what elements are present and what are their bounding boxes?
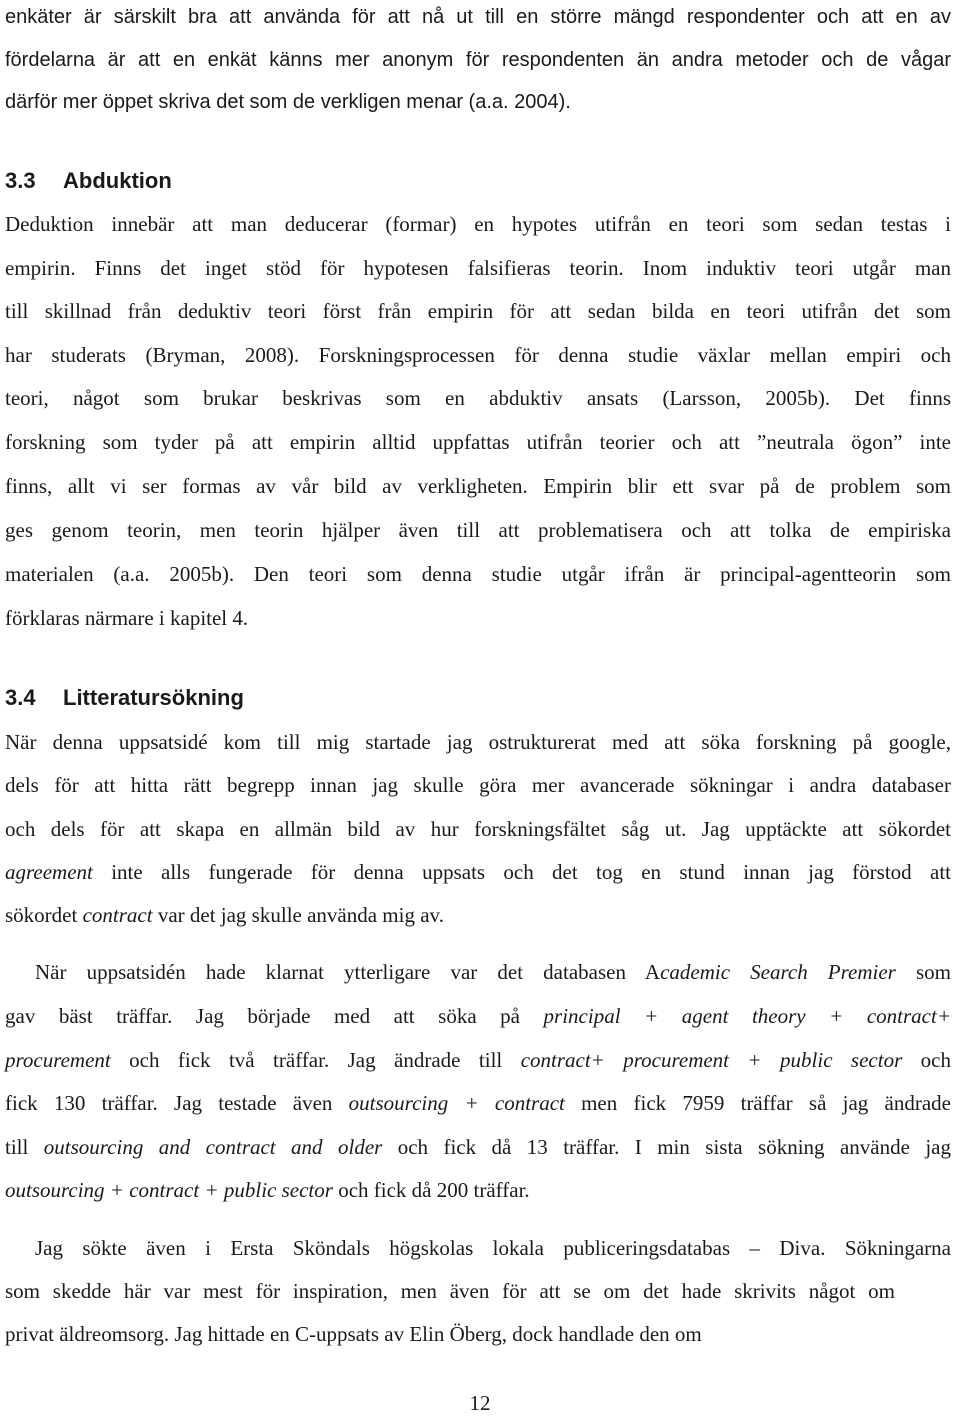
body-text-line: När denna uppsatsidé kom till mig startade jag ostrukturerat med att söka forskning på google, bbox=[5, 730, 951, 754]
search-query: outsourcing + contract + public sector bbox=[5, 1178, 333, 1202]
database-name: cademic Search Premier bbox=[660, 960, 896, 984]
body-text-line: till skillnad från deduktiv teori först från empirin för att sedan bilda en teori utifrån det som bbox=[5, 299, 951, 323]
body-text-fragment: inte alls fungerade för denna uppsats och det tog en stund innan jag förstod att bbox=[92, 860, 951, 884]
body-text-fragment: och bbox=[902, 1048, 951, 1072]
body-text-line: som skedde här var mest för inspiration, men även för att se om det hade skrivits något om bbox=[5, 1279, 895, 1303]
body-text-line: förklaras närmare i kapitel 4. bbox=[5, 606, 249, 630]
body-text-fragment: och fick då 200 träffar. bbox=[332, 1178, 530, 1202]
body-text-line: enkäter är särskilt bra att använda för att nå ut till en större mängd respondenter och att en av bbox=[5, 6, 951, 28]
section-number: 3.4 bbox=[5, 685, 36, 710]
body-text-fragment: och fick då 13 träffar. I min sista sökning använde jag bbox=[382, 1135, 951, 1159]
body-text-line bbox=[5, 1002, 951, 1030]
body-text-fragment: sökordet bbox=[5, 903, 83, 927]
body-text-line: därför mer öppet skriva det som de verkligen menar (a.a. 2004). bbox=[5, 91, 571, 113]
section-number: 3.3 bbox=[5, 168, 36, 193]
section-heading-abduktion bbox=[5, 167, 172, 195]
body-text-fragment: som bbox=[895, 960, 951, 984]
body-text-line bbox=[5, 858, 951, 886]
body-text-fragment: När uppsatsidén hade klarnat ytterligare var det databasen A bbox=[35, 960, 661, 984]
body-text-line: ges genom teorin, men teorin hjälper även till att problematisera och att tolka de empiriska bbox=[5, 518, 951, 542]
body-text-line: teori, något som brukar beskrivas som en abduktiv ansats (Larsson, 2005b). Det finns bbox=[5, 386, 951, 410]
body-text-fragment: till bbox=[5, 1135, 44, 1159]
search-query: outsourcing and contract and older bbox=[43, 1135, 383, 1159]
section-heading-litteratursokning bbox=[5, 684, 244, 712]
body-text-line: Jag sökte även i Ersta Sköndals högskolas lokala publiceringsdatabas – Diva. Sökningarna bbox=[35, 1236, 951, 1260]
body-text-line: finns, allt vi ser formas av vår bild av verkligheten. Empirin blir ett svar på de problem som bbox=[5, 474, 951, 498]
body-text-line bbox=[5, 901, 444, 929]
body-text-line: materialen (a.a. 2005b). Den teori som denna studie utgår ifrån är principal-agentteorin som bbox=[5, 562, 951, 586]
body-text-line: fördelarna är att en enkät känns mer anonym för respondenten än andra metoder och de vågar bbox=[5, 49, 951, 71]
search-query: principal + agent theory + contract+ bbox=[543, 1004, 952, 1028]
search-query: contract+ procurement + public sector bbox=[520, 1048, 903, 1072]
body-text-line: forskning som tyder på att empirin alltid uppfattas utifrån teorier och att ”neutrala ögon” inte bbox=[5, 430, 951, 454]
body-text-fragment: fick 130 träffar. Jag testade även bbox=[5, 1091, 349, 1115]
body-text-line: har studerats (Bryman, 2008). Forskningsprocessen för denna studie växlar mellan empiri och bbox=[5, 343, 951, 367]
body-text-line: och dels för att skapa en allmän bild av hur forskningsfältet såg ut. Jag upptäckte att sökordet bbox=[5, 817, 951, 841]
body-text-line bbox=[35, 958, 951, 986]
search-query: procurement bbox=[5, 1048, 111, 1072]
section-title: Litteratursökning bbox=[63, 685, 244, 710]
section-title: Abduktion bbox=[63, 168, 172, 193]
search-query: outsourcing + contract bbox=[348, 1091, 565, 1115]
search-term: contract bbox=[82, 903, 153, 927]
body-text-fragment: var det jag skulle använda mig av. bbox=[152, 903, 444, 927]
body-text-line bbox=[5, 1089, 951, 1117]
body-text-line bbox=[5, 1133, 951, 1161]
body-text-line: empirin. Finns det inget stöd för hypotesen falsifieras teorin. Inom induktiv teori utgår man bbox=[5, 256, 951, 280]
body-text-line: dels för att hitta rätt begrepp innan jag skulle göra mer avancerade sökningar i andra databaser bbox=[5, 773, 951, 797]
body-text-line bbox=[5, 1176, 530, 1204]
body-text-fragment: och fick två träffar. Jag ändrade till bbox=[110, 1048, 521, 1072]
search-term: agreement bbox=[5, 860, 93, 884]
body-text-line: privat äldreomsorg. Jag hittade en C-uppsats av Elin Öberg, dock handlade den om bbox=[5, 1322, 702, 1346]
body-text-fragment: men fick 7959 träffar så jag ändrade bbox=[564, 1091, 951, 1115]
body-text-fragment: gav bäst träffar. Jag började med att söka på bbox=[5, 1004, 544, 1028]
body-text-line bbox=[5, 1046, 951, 1074]
body-text-line: Deduktion innebär att man deducerar (formar) en hypotes utifrån en teori som sedan testas i bbox=[5, 212, 951, 236]
page-number: 12 bbox=[469, 1391, 491, 1415]
